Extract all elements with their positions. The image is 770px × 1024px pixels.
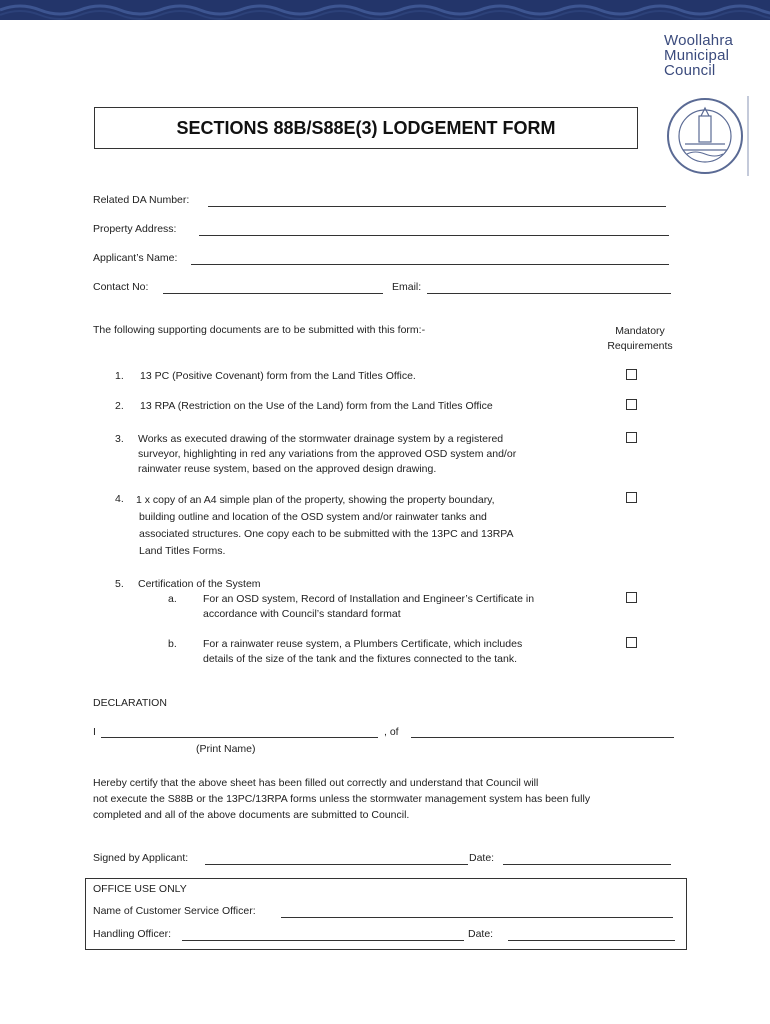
sub-item-b-line-2: details of the size of the tank and the fixtures connected to the tank. [203, 653, 518, 665]
declaration-address-input[interactable] [411, 737, 674, 738]
item-1-number: 1. [115, 370, 124, 382]
logo-line-2: Municipal [664, 47, 730, 64]
email-label: Email: [392, 281, 422, 293]
applicant-name-label: Applicant’s Name: [93, 252, 178, 264]
item-4-line-3: associated structures. One copy each to be submitted with the 13PC and 13RPA [139, 528, 514, 540]
sub-item-a-line-2: accordance with Council’s standard format [203, 608, 401, 620]
contact-no-input[interactable] [163, 293, 383, 294]
item-4-line-1: 1 x copy of an A4 simple plan of the property, showing the property boundary, [136, 494, 495, 506]
certify-line-1: Hereby certify that the above sheet has been filled out correctly and understand that Council will [93, 777, 539, 789]
declaration-of-label: , of [384, 726, 399, 738]
sub-item-a-checkbox[interactable] [626, 592, 637, 603]
item-2-text [140, 399, 493, 414]
office-use-heading: OFFICE USE ONLY [93, 883, 187, 895]
item-2-line: 13 RPA (Restriction on the Use of the Land) form from the Land Titles Office [140, 400, 493, 412]
form-title: SECTIONS 88B/S88E(3) LODGEMENT FORM [176, 117, 556, 138]
sub-item-a-line-1: For an OSD system, Record of Installation and Engineer’s Certificate in [203, 593, 535, 605]
certification-statement [93, 775, 590, 823]
council-seal-logo [665, 96, 751, 181]
item-4-line-4: Land Titles Forms. [139, 545, 226, 557]
certify-line-3: completed and all of the above documents are submitted to Council. [93, 809, 410, 821]
item-4-line-2: building outline and location of the OSD system and/or rainwater tanks and [139, 511, 487, 523]
handling-officer-input[interactable] [182, 940, 464, 941]
property-address-label: Property Address: [93, 223, 177, 235]
sub-item-b-checkbox[interactable] [626, 637, 637, 648]
item-3-text [138, 432, 516, 477]
declaration-name-input[interactable] [101, 737, 378, 738]
sub-item-b-letter: b. [168, 638, 177, 650]
item-1-text [140, 369, 416, 384]
certify-line-2: not execute the S88B or the 13PC/13RPA forms unless the stormwater management system has been fully [93, 793, 591, 805]
sub-item-b-text [203, 637, 522, 667]
print-name-caption: (Print Name) [196, 743, 256, 755]
item-4-checkbox[interactable] [626, 492, 637, 503]
related-da-label: Related DA Number: [93, 194, 190, 206]
sub-item-a-text [203, 592, 534, 622]
header-banner [0, 0, 770, 20]
item-1-line: 13 PC (Positive Covenant) form from the Land Titles Office. [140, 370, 416, 382]
office-date-label: Date: [468, 928, 494, 940]
sub-item-b-line-1: For a rainwater reuse system, a Plumbers Certificate, which includes [203, 638, 523, 650]
item-3-checkbox[interactable] [626, 432, 637, 443]
declaration-heading: DECLARATION [93, 697, 167, 709]
email-input[interactable] [427, 293, 671, 294]
item-4-number: 4. [115, 493, 124, 505]
applicant-name-input[interactable] [191, 264, 669, 265]
item-2-checkbox[interactable] [626, 399, 637, 410]
signature-date-label: Date: [469, 852, 495, 864]
mandatory-header-line-2: Requirements [607, 340, 673, 352]
mandatory-requirements-header [590, 324, 690, 354]
item-3-number: 3. [115, 433, 124, 445]
sub-item-a-letter: a. [168, 593, 177, 605]
property-address-input[interactable] [199, 235, 669, 236]
signed-by-applicant-label: Signed by Applicant: [93, 852, 189, 864]
item-5-line: Certification of the System [138, 578, 261, 590]
declaration-i-label: I [93, 726, 96, 738]
related-da-input[interactable] [208, 206, 666, 207]
item-1-checkbox[interactable] [626, 369, 637, 380]
item-4-text [136, 492, 514, 560]
item-3-line-3: rainwater reuse system, based on the approved design drawing. [138, 463, 437, 475]
signature-input[interactable] [205, 864, 468, 865]
item-5-number: 5. [115, 578, 124, 590]
council-logo-text [664, 33, 733, 78]
cso-input[interactable] [281, 917, 673, 918]
signature-date-input[interactable] [503, 864, 671, 865]
form-title-box [94, 107, 638, 149]
logo-line-3: Council [664, 62, 716, 79]
handling-officer-label: Handling Officer: [93, 928, 172, 940]
office-date-input[interactable] [508, 940, 675, 941]
item-3-line-1: Works as executed drawing of the stormwater drainage system by a registered [138, 433, 504, 445]
documents-intro: The following supporting documents are to be submitted with this form:- [93, 324, 426, 336]
mandatory-header-line-1: Mandatory [615, 325, 665, 337]
contact-no-label: Contact No: [93, 281, 149, 293]
cso-label: Name of Customer Service Officer: [93, 905, 256, 917]
item-3-line-2: surveyor, highlighting in red any variations from the approved OSD system and/or [138, 448, 517, 460]
item-5-text [138, 577, 261, 592]
logo-line-1: Woollahra [664, 32, 734, 49]
item-2-number: 2. [115, 400, 124, 412]
